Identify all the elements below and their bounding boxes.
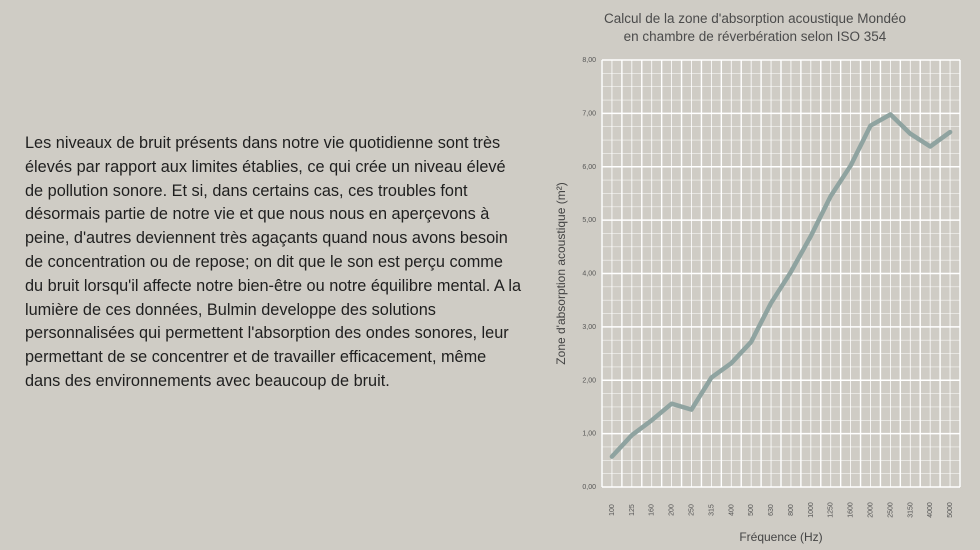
chart-title: Calcul de la zone d'absorption acoustique Mondéo bbox=[603, 11, 907, 26]
y-axis-label: Zone d'absorption acoustique (m²) bbox=[554, 182, 568, 365]
y-tick-label: 4,00 bbox=[582, 270, 596, 278]
y-tick-label: 8,00 bbox=[582, 57, 596, 64]
x-tick-label: 3150 bbox=[907, 502, 915, 518]
y-tick-label: 2,00 bbox=[582, 377, 596, 385]
y-tick-label: 5,00 bbox=[582, 217, 596, 225]
x-tick-label: 160 bbox=[648, 504, 656, 516]
y-tick-label: 0,00 bbox=[582, 484, 596, 491]
x-tick-label: 315 bbox=[708, 504, 716, 516]
y-tick-label: 6,00 bbox=[582, 163, 596, 171]
x-tick-label: 250 bbox=[688, 504, 696, 516]
x-tick-label: 400 bbox=[728, 504, 736, 516]
x-tick-label: 630 bbox=[768, 504, 776, 516]
y-tick-label: 3,00 bbox=[582, 323, 596, 331]
description-paragraph: Les niveaux de bruit présents dans notre vie quotidienne sont très élevés par rapport aux limites établies, ce qui crée un niveau élevé de pollution sonore. Et si, dans certains cas, ces troubles font désormais partie de notre vie et que nous nous en aperçevons à peine, d'autres deviennent très agaçants quand nous avons besoin de concentration ou de repose; on dit que le son est perçu comme du bruit lorsqu'il affecte notre bien-être ou notre équilibre mental. A la lumière de ces données, Bulmin developpe des solutions personnalisées qui permettent l'absorption des ondes sonores, leur permettant de se concentrer et de travailler efficacement, même dans des environnements avec beaucoup de bruit. bbox=[25, 134, 522, 390]
x-tick-label: 2000 bbox=[867, 502, 875, 518]
x-tick-label: 200 bbox=[668, 504, 676, 516]
chart-subtitle: en chambre de réverbération selon ISO 354 bbox=[623, 29, 887, 44]
y-tick-label: 1,00 bbox=[582, 430, 596, 438]
y-tick-label: 7,00 bbox=[582, 110, 596, 118]
x-tick-label: 1600 bbox=[847, 502, 855, 518]
x-tick-label: 800 bbox=[787, 504, 795, 516]
x-tick-label: 5000 bbox=[947, 502, 955, 518]
x-tick-label: 2500 bbox=[887, 502, 895, 518]
chart-svg bbox=[545, 0, 980, 550]
absorption-chart bbox=[545, 0, 980, 550]
x-tick-label: 1000 bbox=[807, 502, 815, 518]
x-axis-label: Fréquence (Hz) bbox=[739, 530, 823, 544]
x-tick-label: 500 bbox=[748, 504, 756, 516]
x-tick-label: 100 bbox=[608, 504, 616, 516]
x-tick-label: 1250 bbox=[827, 502, 835, 518]
x-tick-label: 4000 bbox=[927, 502, 935, 518]
x-tick-label: 125 bbox=[628, 504, 636, 516]
